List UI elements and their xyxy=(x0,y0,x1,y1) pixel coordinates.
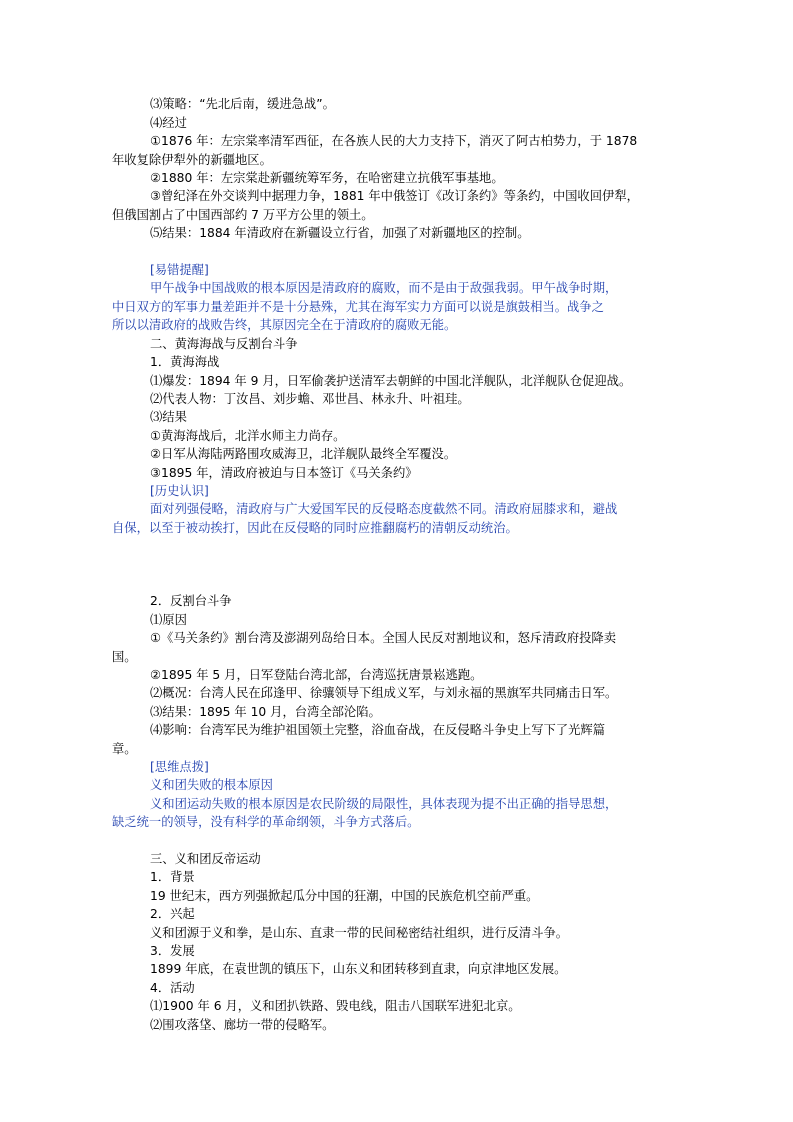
process-heading: ⑷经过 xyxy=(150,116,187,130)
subheading: 2．兴起 xyxy=(150,907,195,921)
text-line: ③曾纪泽在外交谈判中据理力争，1881 年中俄签订《改订条约》等条约，中国收回伊犁， xyxy=(150,189,639,203)
text-line: 19 世纪末，西方列强掀起瓜分中国的狂潮，中国的民族危机空前严重。 xyxy=(150,889,539,903)
text-line: 章。 xyxy=(112,742,137,756)
text-line: 1899 年底，在袁世凯的镇压下，山东义和团转移到直隶，向京津地区发展。 xyxy=(150,962,567,976)
text-line: ⑴1900 年 6 月，义和团扒铁路、毁电线，阻击八国联军进犯北京。 xyxy=(150,999,521,1013)
note-heading-thinking: [思维点拨] xyxy=(150,760,209,774)
note-heading-error-reminder: [易错提醒] xyxy=(150,263,209,277)
text-line: ⑵围攻落垡、廊坊一带的侵略军。 xyxy=(150,1018,335,1032)
text-line: ②1880 年：左宗棠赴新疆统筹军务，在哈密建立抗俄军事基地。 xyxy=(150,171,504,185)
text-line: ⑴原因 xyxy=(150,613,187,627)
text-line: ⑶结果：1895 年 10 月，台湾全部沦陷。 xyxy=(150,705,381,719)
text-line: 国。 xyxy=(112,650,137,664)
text-line: ①1876 年：左宗棠率清军西征，在各族人民的大力支持下，消灭了阿古柏势力，于 1878 xyxy=(150,134,638,148)
text-line: 但俄国割占了中国西部约 7 万平方公里的领土。 xyxy=(112,208,374,222)
strategy-line: ⑶策略：“先北后南，缓进急战”。 xyxy=(150,97,335,111)
text-line: ②日军从海陆两路围攻威海卫，北洋舰队最终全军覆没。 xyxy=(150,447,457,461)
section-heading-3: 三、义和团反帝运动 xyxy=(150,852,261,866)
subheading: 1．黄海海战 xyxy=(150,355,220,369)
result-line: ⑸结果：1884 年清政府在新疆设立行省，加强了对新疆地区的控制。 xyxy=(150,226,530,240)
note-text: 义和团运动失败的根本原因是农民阶级的局限性，具体表现为提不出正确的指导思想， xyxy=(150,797,618,811)
text-line: ⑷影响：台湾军民为维护祖国领土完整，浴血奋战，在反侵略斗争史上写下了光辉篇 xyxy=(150,723,605,737)
text-line: ⑵代表人物：丁汝昌、刘步蟾、邓世昌、林永升、叶祖珪。 xyxy=(150,392,470,406)
note-heading-history: [历史认识] xyxy=(150,484,209,498)
text-line: 年收复除伊犁外的新疆地区。 xyxy=(112,153,272,167)
text-line: ⑶结果 xyxy=(150,410,187,424)
text-line: 义和团源于义和拳，是山东、直隶一带的民间秘密结社组织，进行反清斗争。 xyxy=(150,926,569,940)
note-text: 中日双方的军事力量差距并不是十分悬殊，尤其在海军实力方面可以说是旗鼓相当。战争之 xyxy=(112,300,604,314)
subheading: 3．发展 xyxy=(150,944,195,958)
note-text: 甲午战争中国战败的根本原因是清政府的腐败，而不是由于敌强我弱。甲午战争时期， xyxy=(150,281,618,295)
note-text: 所以以清政府的战败告终，其原因完全在于清政府的腐败无能。 xyxy=(112,318,457,332)
note-text: 缺乏统一的领导，没有科学的革命纲领，斗争方式落后。 xyxy=(112,815,420,829)
text-line: ②1895 年 5 月，日军登陆台湾北部，台湾巡抚唐景崧逃跑。 xyxy=(150,668,483,682)
subheading: 2．反割台斗争 xyxy=(150,594,232,608)
text-line: ①《马关条约》割台湾及澎湖列岛给日本。全国人民反对割地议和，怒斥清政府投降卖 xyxy=(150,631,617,645)
text-line: ①黄海海战后，北洋水师主力尚存。 xyxy=(150,429,346,443)
note-text: 面对列强侵略，清政府与广大爱国军民的反侵略态度截然不同。清政府屈膝求和，避战 xyxy=(150,502,618,516)
subheading: 4．活动 xyxy=(150,981,195,995)
text-line: ⑴爆发：1894 年 9 月，日军偷袭护送清军去朝鲜的中国北洋舰队，北洋舰队仓促迎战。 xyxy=(150,374,632,388)
text-line: ③1895 年，清政府被迫与日本签订《马关条约》 xyxy=(150,466,418,480)
text-line: ⑵概况：台湾人民在邱逢甲、徐骧领导下组成义军，与刘永福的黑旗军共同痛击日军。 xyxy=(150,686,618,700)
subheading: 1．背景 xyxy=(150,870,195,884)
note-text: 义和团失败的根本原因 xyxy=(150,778,273,792)
note-text: 自保，以至于被动挨打，因此在反侵略的同时应推翻腐朽的清朝反动统治。 xyxy=(112,521,518,535)
section-heading-2: 二、黄海海战与反割台斗争 xyxy=(150,337,298,351)
